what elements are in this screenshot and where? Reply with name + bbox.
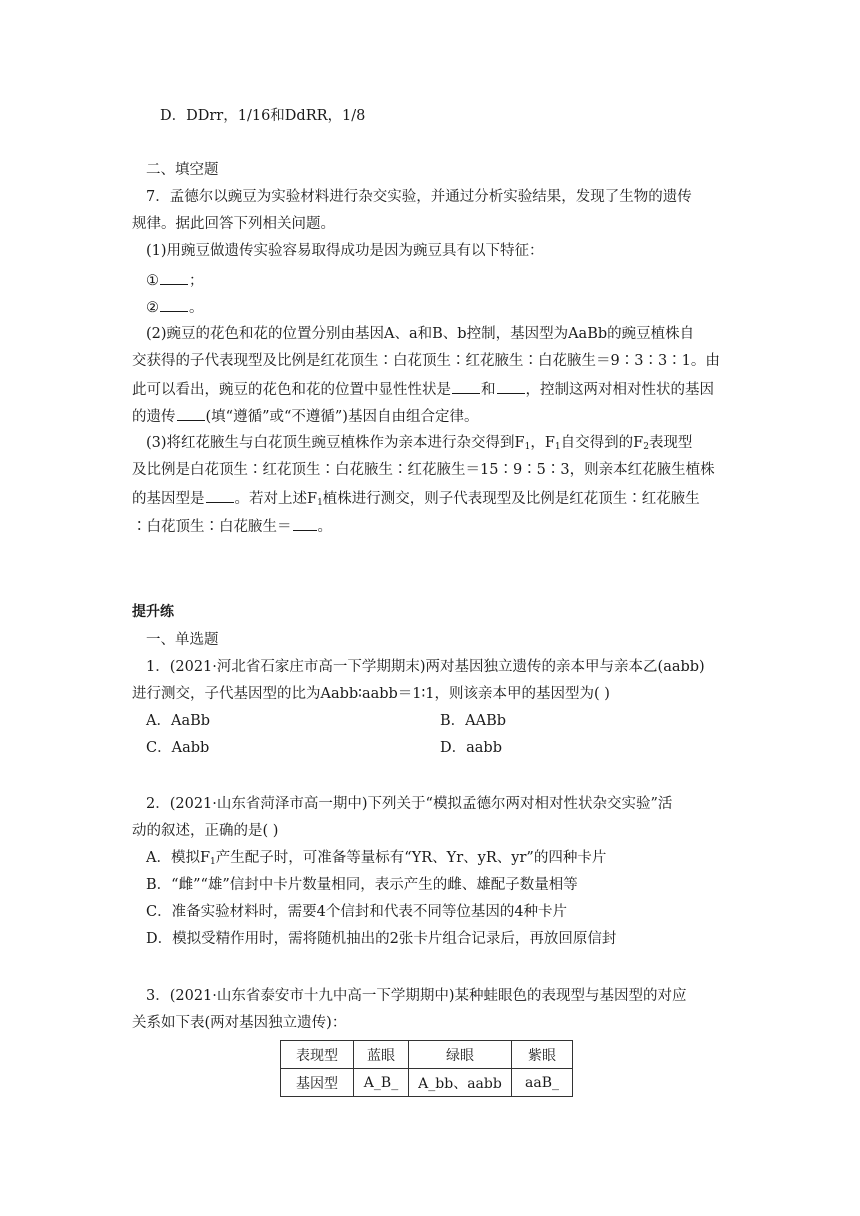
subscript: 1	[524, 442, 531, 452]
item2-mark: ②	[146, 300, 159, 316]
text: 的基因型是	[132, 491, 205, 507]
q7-part1: (1)用豌豆做遗传实验容易取得成功是因为豌豆具有以下特征：	[146, 243, 544, 259]
subscript: 1	[317, 498, 323, 508]
q7-line2: 规律。据此回答下列相关问题。	[132, 216, 335, 232]
item1-end: ；	[189, 273, 204, 289]
table-cell: 蓝眼	[354, 1041, 409, 1069]
answer-blank[interactable]	[177, 405, 205, 421]
text: ，F	[530, 435, 555, 451]
answer-blank[interactable]	[452, 378, 480, 394]
text: A．模拟F	[146, 850, 211, 866]
answer-blank[interactable]	[497, 378, 525, 394]
item1-mark: ①	[146, 273, 159, 289]
q2-option-d[interactable]: D．模拟受精作用时，需将随机抽出的2张卡片组合记录后，再放回原信封	[146, 931, 617, 947]
genotype-table	[280, 1040, 573, 1097]
text: 。若对上述F	[234, 491, 318, 507]
table-cell: 表现型	[281, 1041, 354, 1069]
q1-option-c[interactable]: C．Aabb	[146, 740, 210, 756]
q2-option-a[interactable]	[146, 848, 606, 872]
q7-part2-line4	[132, 405, 478, 427]
answer-blank[interactable]	[160, 269, 188, 285]
q7-part2-line2: 交获得的子代表现型及比例是红花顶生∶白花顶生∶红花腋生∶白花腋生＝9∶3∶3∶1。由	[132, 353, 720, 369]
q1-option-a[interactable]: A．AaBb	[146, 713, 211, 729]
section-heading-fill: 二、填空题	[146, 162, 219, 178]
table-cell: aaB_	[512, 1069, 573, 1097]
q7-part3-line2: 及比例是白花顶生∶红花顶生∶白花腋生∶红花腋生＝15∶9∶5∶3，则亲本红花腋生植株	[132, 462, 715, 478]
q3-line2: 关系如下表(两对基因独立遗传)：	[132, 1015, 347, 1031]
text: 自交得到的F	[560, 435, 644, 451]
text: 植株进行测交，则子代表现型及比例是红花顶生∶红花腋生	[322, 491, 700, 507]
q2-line1: 2．(2021·山东省菏泽市高一期中)下列关于“模拟孟德尔两对相对性状杂交实验”活	[146, 796, 673, 812]
text: 产生配子时，可准备等量标有“YR、Yr、yR、yr”的四种卡片	[215, 850, 607, 866]
subscript: 2	[643, 442, 649, 452]
text: 的遗传	[132, 409, 176, 425]
text: 此可以看出，豌豆的花色和花的位置中显性性状是	[132, 382, 451, 398]
q7-part3-line4	[132, 515, 332, 537]
q1-option-d[interactable]: D．aabb	[440, 740, 502, 756]
answer-blank[interactable]	[293, 515, 317, 531]
answer-blank[interactable]	[206, 487, 234, 503]
q7-part1-item2	[146, 296, 204, 318]
q7-part1-item1	[146, 269, 204, 291]
q2-option-c[interactable]: C．准备实验材料时，需要4个信封和代表不同等位基因的4种卡片	[146, 904, 568, 920]
text: 表现型	[648, 435, 693, 451]
q3-line1: 3．(2021·山东省泰安市十九中高一下学期期中)某种蛙眼色的表现型与基因型的对应	[146, 988, 687, 1004]
table-cell: 基因型	[281, 1069, 354, 1097]
subscript: 1	[210, 857, 216, 867]
table-row	[281, 1069, 573, 1097]
subscript: 1	[554, 442, 561, 452]
answer-blank[interactable]	[160, 296, 188, 312]
table-cell: 紫眼	[512, 1041, 573, 1069]
table-row	[281, 1041, 573, 1069]
item2-end: 。	[189, 300, 204, 316]
q1-option-b[interactable]: B．AABb	[440, 713, 507, 729]
q2-option-b[interactable]: B．“雌”“雄”信封中卡片数量相同，表示产生的雌、雄配子数量相等	[146, 877, 578, 893]
q7-line1: 7．孟德尔以豌豆为实验材料进行杂交实验，并通过分析实验结果，发现了生物的遗传	[146, 189, 692, 205]
section-heading-single-choice: 一、单选题	[146, 632, 219, 648]
q7-part3-line3	[132, 487, 700, 513]
q1-line2: 进行测交，子代基因型的比为Aabb∶aabb＝1∶1，则该亲本甲的基因型为( )	[132, 686, 610, 702]
text: 。	[317, 519, 332, 535]
text: (填“遵循”或“不遵循”)基因自由组合定律。	[205, 409, 479, 425]
q1-line1: 1．(2021·河北省石家庄市高一下学期期末)两对基因独立遗传的亲本甲与亲本乙(aabb)	[146, 659, 705, 675]
text: ∶白花顶生∶白花腋生＝	[132, 519, 292, 535]
table-cell: A_B_	[354, 1069, 409, 1097]
table-cell: A_bb、aabb	[409, 1069, 512, 1097]
q7-part2-line3	[132, 378, 714, 400]
text: (3)将红花腋生与白花顶生豌豆植株作为亲本进行杂交得到F	[146, 435, 525, 451]
text: ，控制这两对相对性状的基因	[525, 382, 714, 398]
q7-part2-line1: (2)豌豆的花色和花的位置分别由基因A、a和B、b控制，基因型为AaBb的豌豆植株自	[146, 326, 695, 342]
table-cell: 绿眼	[409, 1041, 512, 1069]
text: 和	[481, 382, 496, 398]
section-title-advanced: 提升练	[132, 604, 174, 620]
q7-part3-line1	[146, 433, 692, 457]
option-d: D．DDrr，1/16和DdRR，1/8	[160, 108, 366, 124]
q2-line2: 动的叙述，正确的是( )	[132, 823, 279, 839]
